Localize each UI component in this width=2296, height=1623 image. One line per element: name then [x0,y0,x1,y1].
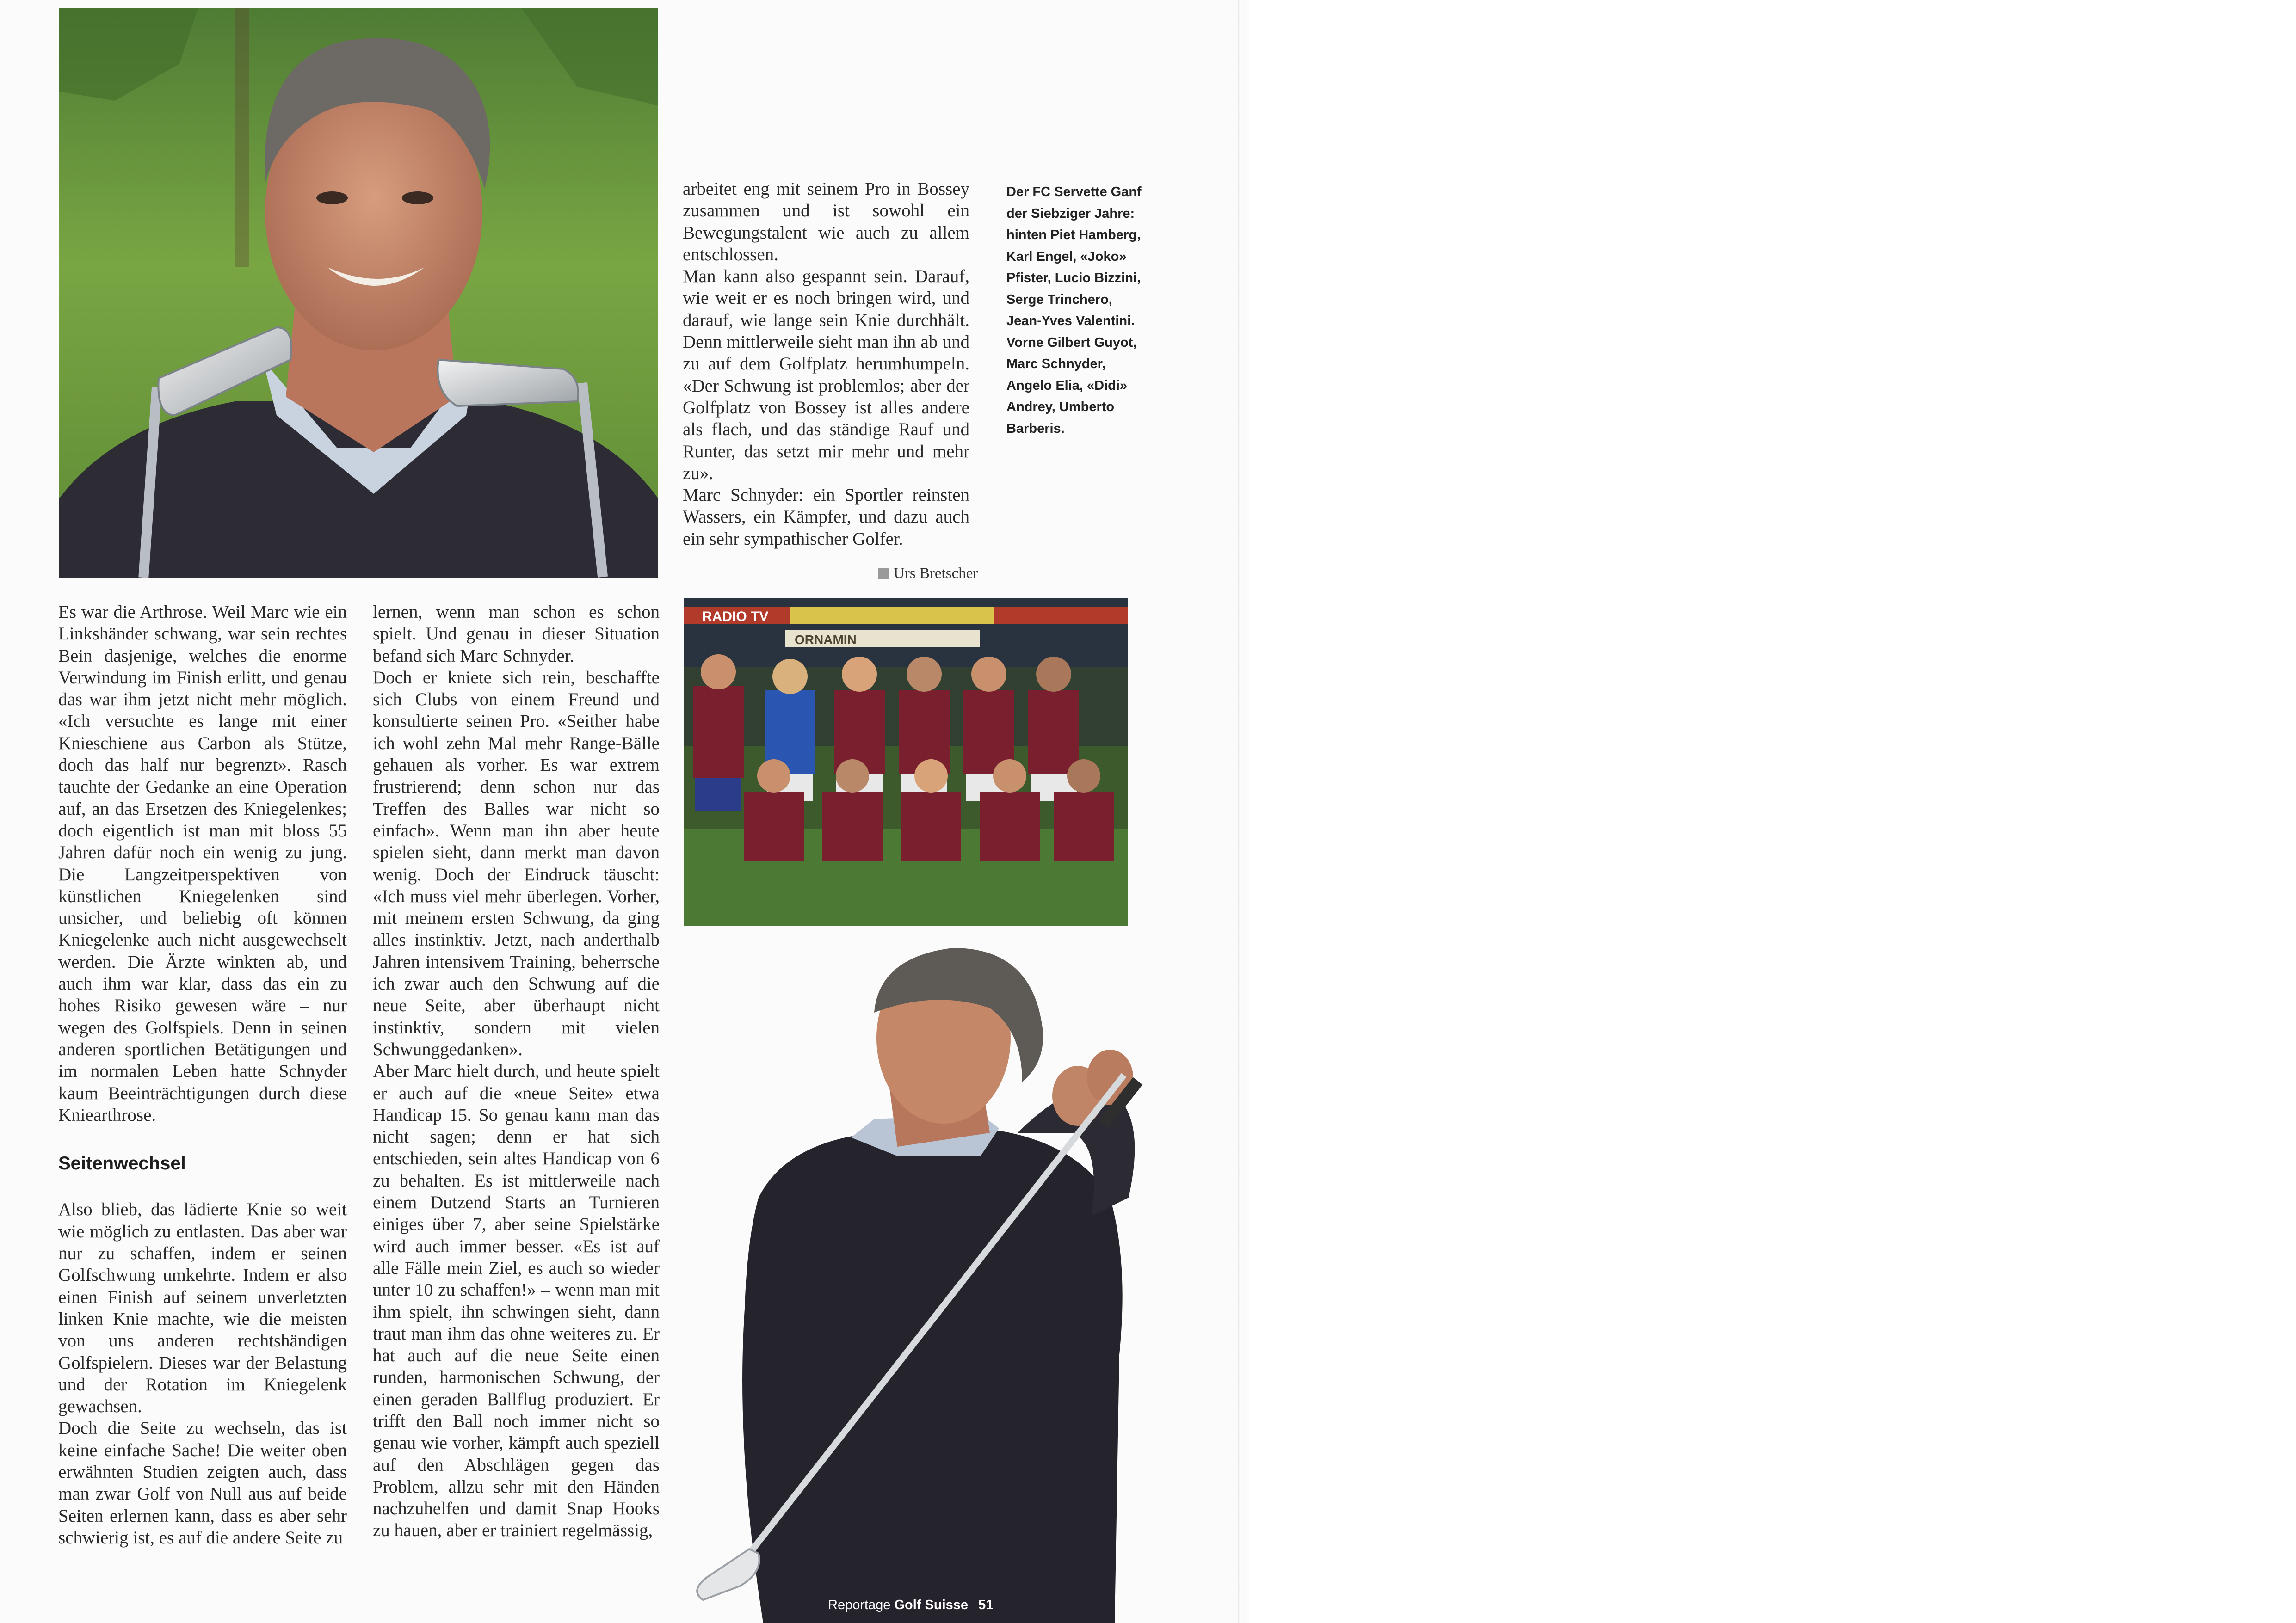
banner-text-right: ORNAMIN [795,633,857,647]
golfer-swing-photo [657,939,1230,1623]
photo-caption: Der FC Servette Ganf der Siebziger Jahre: hinten Piet Hamberg, Karl Engel, «Joko» Pfister, Lucio Bizzini, Serge Trinchero, Jean-Yves Valentini. Vorne Gilbert Guyot, Marc Schnyder, Angelo Elia, «Didi» Andrey, Umberto Barberis. [1006,184,1142,436]
text-column-middle [373,601,660,1542]
portrait-photo [59,8,658,578]
paragraph: lernen, wenn man schon es schon spielt. Und genau in dieser Situation befand sich Marc Schnyder. [373,602,660,666]
page-footer [828,1598,993,1613]
paragraph: Doch er kniete sich rein, beschaffte sich Clubs von einem Freund und konsultierte seinen Pro. «Seither habe ich wohl zehn Mal mehr Range-Bälle gehauen als vorher. Es war extrem frustrierend; denn schon nur das Treffen des Balles war nicht so einfach». Wenn man ihn aber heute spielen sieht, dann merkt man davon wenig. Doch der Eindruck täuscht: «Ich muss viel mehr überlegen. Vorher, mit meinem ersten Schwung, da ging alles instinktiv. Jetzt, nach anderthalb Jahren intensivem Training, beherrsche ich zwar auch den Schwung auf die neue Seite, aber überhaupt nicht instinktiv, sondern mit vielen Schwunggedanken». [373,667,660,1059]
byline-square-icon [878,568,889,579]
footer-magazine: Golf Suisse [894,1598,969,1612]
paragraph: Man kann also gespannt sein. Darauf, wie weit er es noch bringen wird, und darauf, wie lange sein Knie durchhält. Denn mittlerweile sieht man ihn ab und zu auf dem Golfplatz herumhumpeln. «Der Schwung ist problemlos; aber der Golfplatz von Bossey ist alles andere als flach, und das ständige Rauf und Runter, das setzt mir mehr und mehr zu». [683,266,969,483]
author-byline [878,565,978,582]
page-number: 51 [978,1598,994,1612]
paragraph: Es war die Arthrose. Weil Marc wie ein Linkshänder schwang, war sein rechtes Bein dasjenige, welches die enorme Verwindung im Finish erlitt, und genau das war ihm jetzt nicht mehr möglich. «Ich versuchte es lange mit einer Knieschiene aus Carbon als Stütze, doch das half nur begrenzt». Rasch tauchte der Gedanke an eine Operation auf, an das Ersetzen des Kniegelenkes; doch eigentlich ist man mit bloss 55 Jahren dafür noch ein wenig zu jung. Die Langzeitperspektiven von künstlichen Kniegelenken sind unsicher, und beliebig oft können Kniegelenke auch nicht ausgewechselt werden. Die Ärzte winkten ab, und auch ihm war klar, dass das ein zu hohes Risiko gewesen wäre – nur wegen des Golfspiels. Denn in seinen anderen sportlichen Betätigungen und im normalen Leben hatte Schnyder kaum Beeinträchtigungen durch diese Kniearthrose. [58,602,347,1125]
paragraph: Aber Marc hielt durch, und heute spielt er auch auf die «neue Seite» etwa Handicap 15. So genau kann man das nicht sagen; denn er hat sich entschieden, sein altes Handicap von 6 zu behalten. Es ist mittlerweile nach einem Dutzend Starts an Turnieren einiges über 7, aber seine Spielstärke wird auch immer besser. «Es ist auf alle Fälle mein Ziel, es auch so wieder unter 10 zu schaffen!» – wenn man mit ihm spielt, ihn schwingen sieht, dann traut man ihm das ohne weiteres zu. Er hat auch auf die neue Seite einen runden, harmonischen Schwung, der einen geraden Ballflug produziert. Er trifft den Ball noch immer nicht so genau wie vorher, kämpft auch speziell auf den Abschlägen gegen das Problem, allzu sehr mit den Händen nachzuhelfen und damit Snap Hooks zu hauen, aber er trainiert regelmässig, [373,1061,660,1541]
team-photo [684,598,1128,926]
author-name: Urs Bretscher [894,565,978,582]
text-column-left [58,601,347,1549]
page-edge [1238,0,1241,1623]
text-column-right [683,178,969,550]
section-heading: Seitenwechsel [58,1153,186,1174]
paragraph: Also blieb, das lädierte Knie so weit wie möglich zu entlasten. Das aber war nur zu schaffen, indem er seinen Golfschwung umkehrte. Indem er also einen Finish auf seinem unverletzten linken Knie machte, wie die meisten von uns anderen rechtshändigen Golfspielern. Dieses war der Belastung und der Rotation im Kniegelenk gewachsen. [58,1199,347,1417]
banner-text-left: RADIO TV [702,609,769,624]
paragraph: Marc Schnyder: ein Sportler reinsten Wassers, ein Kämpfer, und dazu auch ein sehr sympathischer Golfer. [683,485,969,549]
paragraph: arbeitet eng mit seinem Pro in Bossey zusammen und ist sowohl ein Bewegungstalent wie auch zu allem entschlossen. [683,179,969,264]
paragraph: Doch die Seite zu wechseln, das ist keine einfache Sache! Die weiter oben erwähnten Studien zeigten auch, dass man zwar Golf von Null aus auf beide Seiten erlernen kann, dass es aber sehr schwierig ist, es auf die andere Seite zu [58,1418,347,1548]
footer-section: Reportage [828,1598,891,1612]
